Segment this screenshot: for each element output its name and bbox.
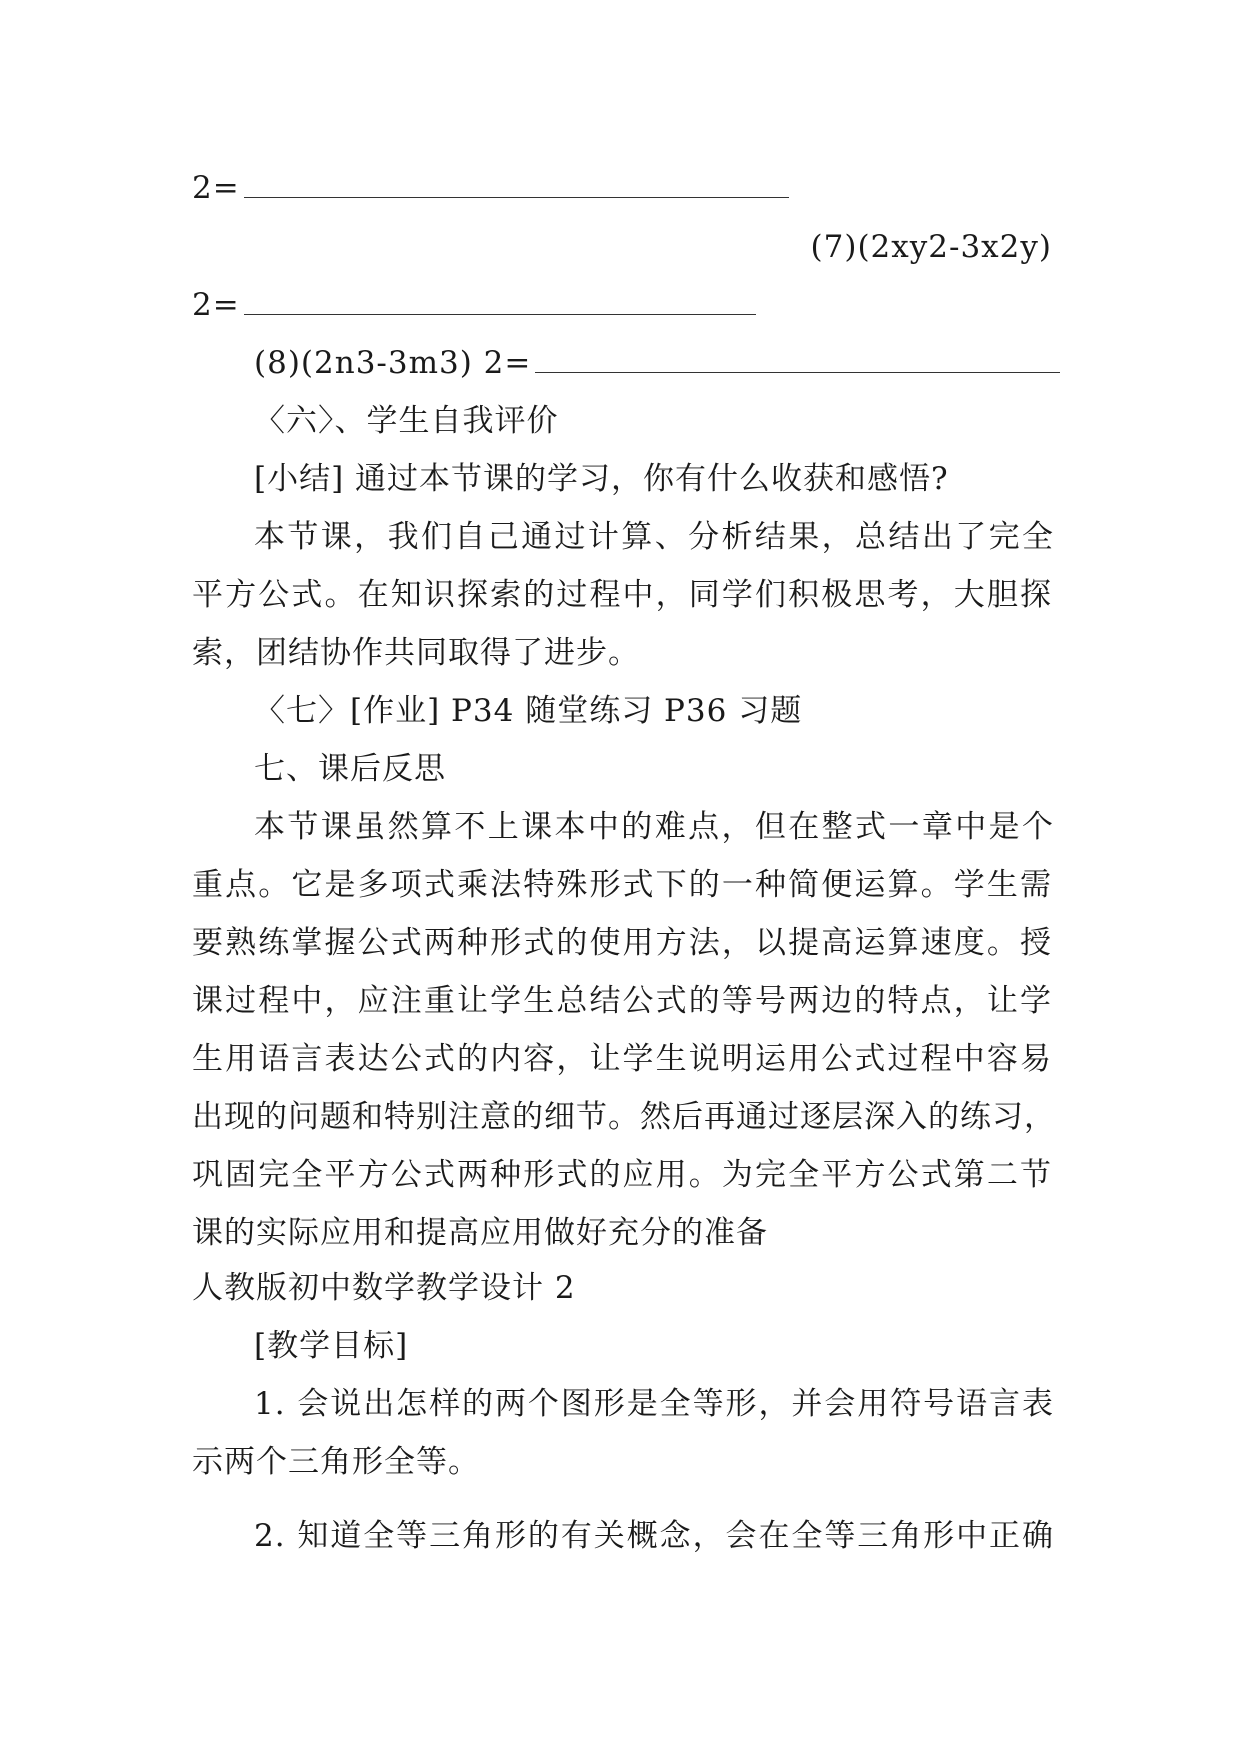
section-heading-reflection: 七、课后反思 — [254, 751, 446, 787]
exercise-7-answer-line — [192, 285, 1052, 325]
answer-prefix: 2= — [192, 287, 240, 323]
homework-line: 〈七〉[作业] P34 随堂练习 P36 习题 — [254, 693, 803, 729]
paragraph-line: 生用语言表达公式的内容，让学生说明运用公式过程中容易 — [192, 1041, 1052, 1077]
exercise-8-expression: (8)(2n3-3m3) 2= — [254, 345, 532, 381]
document-title: 人教版初中数学教学设计 2 — [192, 1270, 576, 1306]
paragraph-line: 索，团结协作共同取得了进步。 — [192, 635, 640, 671]
answer-blank[interactable] — [244, 169, 789, 198]
paragraph-line: 课过程中，应注重让学生总结公式的等号两边的特点，让学 — [192, 983, 1052, 1019]
objective-item-1: 1. 会说出怎样的两个图形是全等形，并会用符号语言表 — [254, 1386, 1054, 1422]
answer-blank[interactable] — [535, 344, 1060, 373]
paragraph-line: 课的实际应用和提高应用做好充分的准备 — [192, 1215, 768, 1251]
paragraph-line: 巩固完全平方公式两种形式的应用。为完全平方公式第二节 — [192, 1157, 1052, 1193]
section-heading-self-evaluation: 〈六〉、学生自我评价 — [254, 403, 559, 439]
objective-item-1-continuation: 示两个三角形全等。 — [192, 1444, 480, 1480]
paragraph-line: 重点。它是多项式乘法特殊形式下的一种简便运算。学生需 — [192, 867, 1052, 903]
exercise-8-line — [254, 343, 1054, 383]
summary-question: [小结] 通过本节课的学习，你有什么收获和感悟? — [254, 461, 949, 497]
paragraph-line: 出现的问题和特别注意的细节。然后再通过逐层深入的练习， — [192, 1099, 1056, 1135]
section-heading-objectives: [教学目标] — [254, 1328, 409, 1364]
paragraph-line: 平方公式。在知识探索的过程中，同学们积极思考，大胆探 — [192, 577, 1052, 613]
answer-blank[interactable] — [244, 286, 756, 315]
paragraph-line: 本节课虽然算不上课本中的难点，但在整式一章中是个 — [254, 809, 1054, 845]
exercise-7-expression: (7)(2xy2-3x2y) — [810, 229, 1052, 265]
answer-prefix: 2= — [192, 170, 240, 206]
paragraph-line: 本节课，我们自己通过计算、分析结果，总结出了完全 — [254, 519, 1054, 555]
objective-item-2: 2. 知道全等三角形的有关概念，会在全等三角形中正确 — [254, 1518, 1054, 1554]
exercise-6-answer-line — [192, 168, 1052, 208]
paragraph-line: 要熟练掌握公式两种形式的使用方法，以提高运算速度。授 — [192, 925, 1052, 961]
